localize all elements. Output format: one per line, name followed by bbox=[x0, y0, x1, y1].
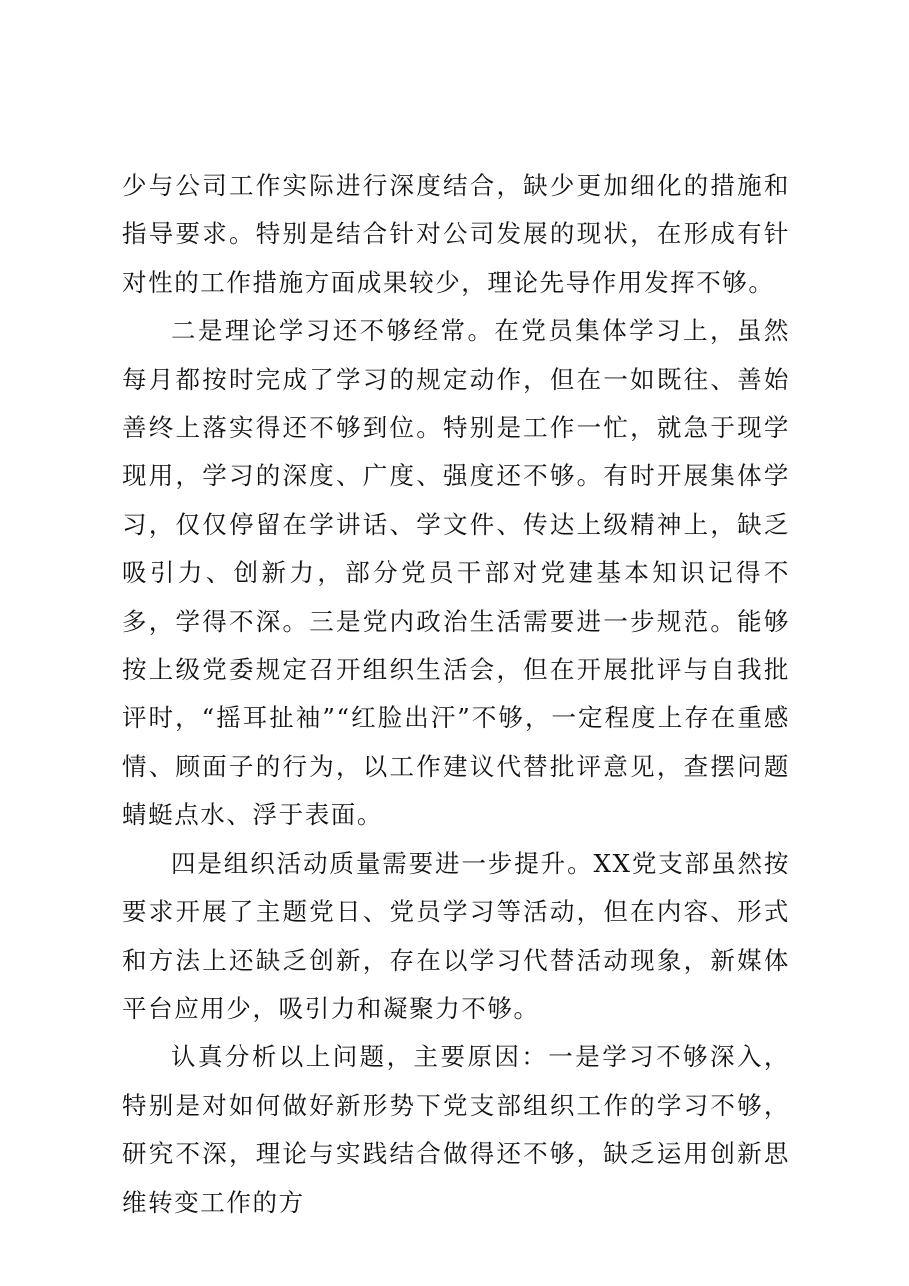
body-text bbox=[122, 162, 790, 1227]
paragraph-cause-analysis: 认真分析以上问题，主要原因：一是学习不够深入，特别是对如何做好新形势下党支部组织工作的学习不够，研究不深，理论与实践结合做得还不够，缺乏运用创新思维转变工作的方 bbox=[122, 1042, 790, 1217]
paragraph-theory-study: 二是理论学习还不够经常。在党员集体学习上，虽然每月都按时完成了学习的规定动作，但在一如既往、善始善终上落实得还不够到位。特别是工作一忙，就急于现学现用，学习的深度、广度、强度还不够。有时开展集体学习，仅仅停留在学讲话、学文件、传达上级精神上，缺乏吸引力、创新力，部分党员干部对党建基本知识记得不多，学得不深。三是党内政治生活需要进一步规范。能够按上级党委规定召开组织生活会，但在开展批评与自我批评时，“摇耳扯袖”“红脸出汗”不够，一定程度上存在重感情、顾面子的行为，以工作建议代替批评意见，查摆问题蜻蜓点水、浮于表面。 bbox=[122, 316, 790, 830]
paragraph-continuation: 少与公司工作实际进行深度结合，缺少更加细化的措施和指导要求。特别是结合针对公司发展的现状，在形成有针对性的工作措施方面成果较少，理论先导作用发挥不够。 bbox=[122, 171, 790, 297]
paragraph-organization-activities: 四是组织活动质量需要进一步提升。XX党支部虽然按要求开展了主题党日、党员学习等活动，但在内容、形式和方法上还缺乏创新，存在以学习代替活动现象，新媒体平台应用少，吸引力和凝聚力不够。 bbox=[122, 848, 790, 1023]
